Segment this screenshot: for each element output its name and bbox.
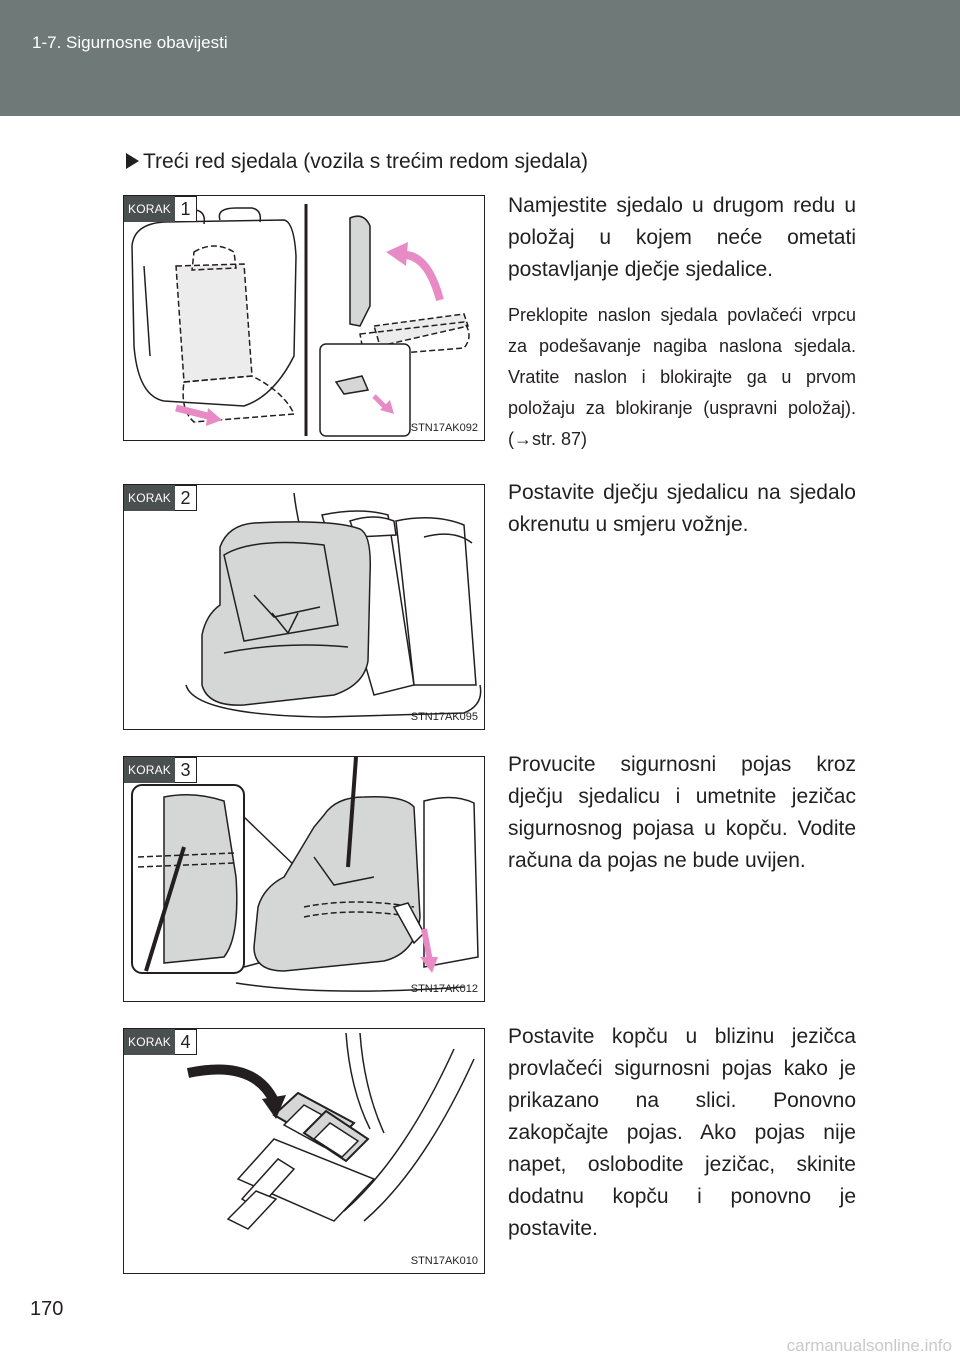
step-badge-number: 4 bbox=[175, 1029, 197, 1055]
step-badge bbox=[124, 485, 197, 511]
figure-code: STN17AK010 bbox=[410, 1255, 478, 1267]
page-number: 170 bbox=[30, 1298, 64, 1320]
step-1-text: Namjestite sjedalo u drugom redu u položaj u kojem neće ometati postavljanje dječje sjedalice. bbox=[508, 194, 856, 281]
step-1-note: Preklopite naslon sjedala povlačeći vrpcu za podešavanje nagiba naslona sjedala. Vratite naslon i blokirajte ga u prvom položaju za blokiranje (uspravni položaj). (→str. 87) bbox=[508, 305, 856, 449]
step-badge-number: 1 bbox=[175, 196, 197, 222]
step-badge-label: KORAK bbox=[124, 196, 175, 222]
locking-clip-illustration bbox=[124, 1029, 485, 1274]
section-title: 1-7. Sigurnosne obavijesti bbox=[32, 33, 228, 52]
step-4-figure bbox=[123, 1028, 485, 1274]
step-3-text: Provucite sigurnosni pojas kroz dječju sjedalicu i umetnite jezičac sigurnosnog pojasa u kopču. Vodite računa da pojas ne bude uvijen. bbox=[508, 753, 856, 872]
step-badge-label: KORAK bbox=[124, 1029, 175, 1055]
watermark: carmanualsonline.info bbox=[786, 1336, 952, 1355]
child-seat-forward-illustration bbox=[124, 485, 485, 730]
figure-code: STN17AK092 bbox=[410, 422, 478, 434]
step-2-text: Postavite dječju sjedalicu na sjedalo okrenutu u smjeru vožnje. bbox=[508, 481, 856, 536]
step-badge-number: 2 bbox=[175, 485, 197, 511]
step-4-text: Postavite kopču u blizinu jezičca provlačeći sigurnosni pojas kako je prikazano na slici. Ponovno zakopčajte pojas. Ako pojas nije napet, oslobodite jezičac, skinite dodatnu kopču i ponovno je postavite. bbox=[508, 1025, 856, 1240]
step-badge bbox=[124, 1029, 197, 1055]
step-badge bbox=[124, 196, 197, 222]
subtitle bbox=[126, 150, 588, 174]
seat-fold-illustration bbox=[124, 196, 485, 441]
step-badge-label: KORAK bbox=[124, 757, 175, 783]
figure-code: STN17AK095 bbox=[410, 711, 478, 723]
step-badge bbox=[124, 757, 197, 783]
step-3-figure bbox=[123, 756, 485, 1002]
subtitle-text: Treći red sjedala (vozila s trećim redom sjedala) bbox=[143, 150, 589, 173]
step-1-figure bbox=[123, 195, 485, 441]
figure-code: STN17AK012 bbox=[410, 983, 478, 995]
step-2-figure bbox=[123, 484, 485, 730]
step-badge-number: 3 bbox=[175, 757, 197, 783]
belt-routing-illustration bbox=[124, 757, 485, 1002]
step-badge-label: KORAK bbox=[124, 485, 175, 511]
header-band bbox=[0, 0, 960, 116]
triangle-bullet-icon bbox=[126, 153, 139, 169]
